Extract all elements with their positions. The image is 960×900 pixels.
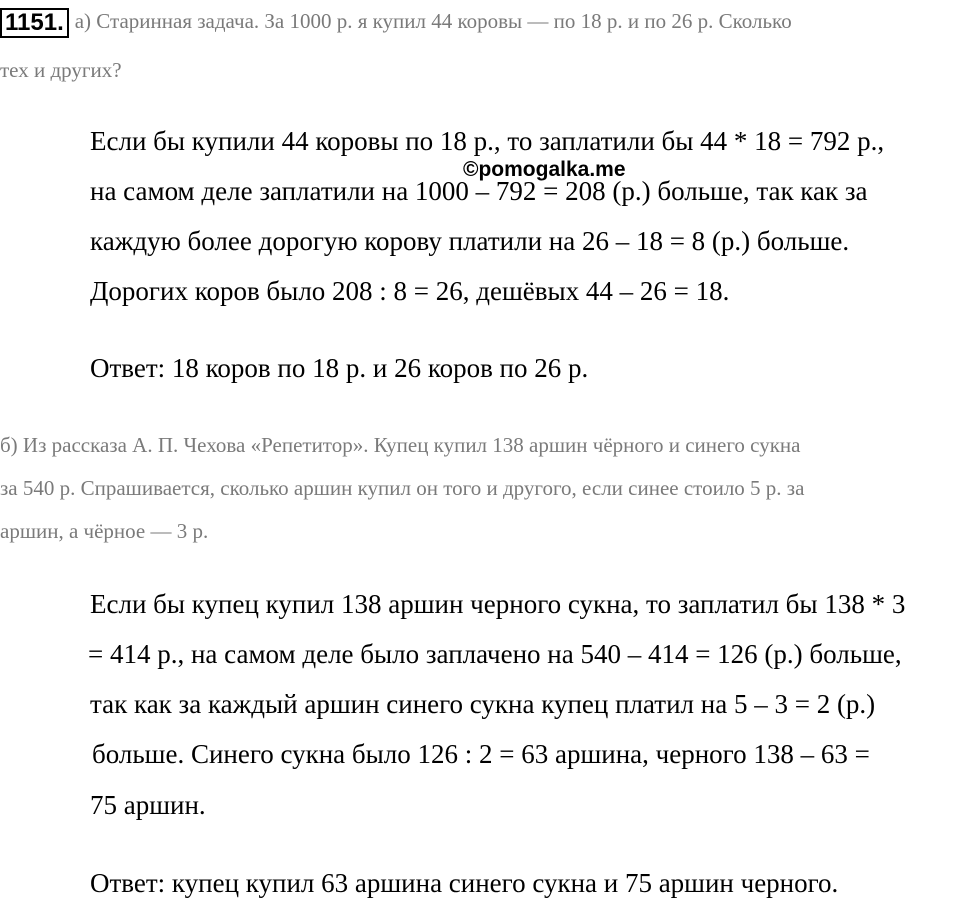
task-b-line-2: за 540 р. Спрашивается, сколько аршин купил он того и другого, если синее стоило 5 р. за (0, 476, 805, 500)
task-b-line-1: б) Из рассказа А. П. Чехова «Репетитор». Купец купил 138 аршин чёрного и синего сукна (0, 433, 801, 457)
watermark: ©pomogalka.me (463, 158, 626, 181)
solution-b-line-1: Если бы купец купил 138 аршин черного сукна, то заплатил бы 138 * 3 (90, 589, 906, 619)
solution-a-line-1: Если бы купили 44 коровы по 18 р., то заплатили бы 44 * 18 = 792 р., (90, 126, 885, 156)
solution-a-line-2: на самом деле заплатили на 1000 – 792 = 208 (р.) больше, так как за (90, 176, 868, 206)
solution-a-line-3: каждую более дорогую корову платили на 26 – 18 = 8 (р.) больше. (90, 226, 850, 256)
solution-b-line-5: 75 аршин. (90, 790, 206, 820)
answer-b: Ответ: купец купил 63 аршина синего сукна и 75 аршин черного. (90, 868, 839, 898)
answer-a: Ответ: 18 коров по 18 р. и 26 коров по 26 р. (90, 353, 589, 383)
solution-a-line-4: Дорогих коров было 208 : 8 = 26, дешёвых 44 – 26 = 18. (90, 276, 730, 306)
solution-b-line-3: так как за каждый аршин синего сукна купец платил на 5 – 3 = 2 (р.) (90, 689, 876, 719)
task-a-text-1: а) Старинная задача. За 1000 р. я купил 44 коровы — по 18 р. и по 26 р. Сколько (74, 9, 792, 33)
task-a-line-2: тех и других? (0, 58, 122, 82)
task-b-line-3: аршин, а чёрное — 3 р. (0, 519, 209, 543)
task-a-line-1 (0, 6, 792, 38)
task-number: 1151. (0, 8, 69, 38)
solution-b-line-4: больше. Синего сукна было 126 : 2 = 63 аршина, черного 138 – 63 = (92, 739, 870, 769)
solution-b-line-2: = 414 р., на самом деле было заплачено на 540 – 414 = 126 (р.) больше, (88, 639, 902, 669)
